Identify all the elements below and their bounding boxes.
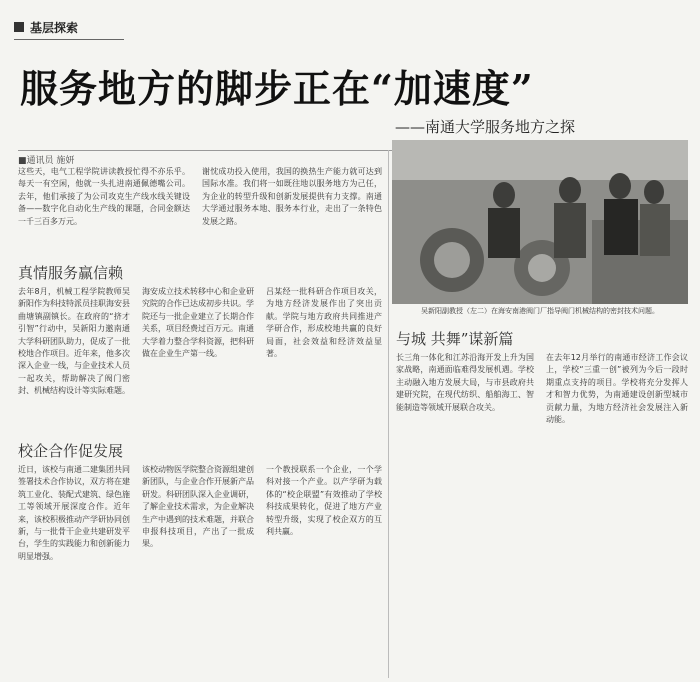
byline: ■通讯员 施妍 — [18, 150, 438, 166]
section-tag — [14, 14, 124, 40]
section2-column-c: 一个教授联系一个企业，一个学科对接一个产业。以产学研为载体的“校企联盟”有效推动了学校科技成果转化，促进了地方产业转型升级，实现了校企双方的互利共赢。 — [266, 465, 382, 537]
section-title-2: 校企合作促发展 — [18, 442, 124, 460]
tag-underline — [14, 39, 124, 40]
intro-right-column: 谢忱成功投入使用，我国的换热生产能力就可达到国际水准。我们将一如既往地以服务地方为己任，为企业的转型升级和创新发展提供有力支撑。南通大学通过服务本地、服务本行业，走出了一条特色发展之路。 — [202, 167, 382, 226]
section3-column-b: 在去年12月举行的南通市经济工作会议上，学校“三重一创”被列为今后一段时期重点支持的项目。学校将充分发挥人才和智力优势，为南通建设创新型城市贡献力量，为地方经济社会发展注入新动能。 — [546, 353, 688, 425]
section-title-1: 真情服务赢信赖 — [18, 264, 124, 282]
subhead: ——南通大学服务地方之探 — [395, 118, 576, 136]
square-bullet-icon — [14, 22, 24, 32]
intro-left-column: 这些天，电气工程学院讲读教授忙得不亦乐乎。每天一有空闲，他就一头扎进南通佩德嘴公司。去年，他们承接了为公司攻克生产线水线关键设备——数字化自动化生产线的课题，合同金额达一千三百多万元。 — [18, 167, 190, 226]
section-title-3: 与城 共舞”谋新篇 — [396, 330, 514, 348]
column-divider — [388, 150, 389, 678]
section-tag-label: 基层探索 — [30, 20, 79, 35]
section1-column-a: 去年8月，机械工程学院教师吴新阳作为科技特派员挂职海安县曲塘镇副镇长。在政府的“挤才引智”行动中，吴新阳力邀南通大学科研团队助力，促成了一批校地合作项目。近年来，他多次深入企业一线，与企业技术人员一起攻关，帮助解决了阀门密封、机械结构设计等实际难题。 — [18, 287, 130, 396]
photo-caption: 吴新阳副教授（左二）在海安南港阀门厂指导阀门机械结构的密封技术问题。 — [421, 307, 659, 315]
section1-column-c: 吕某经一批科研合作项目攻关，为地方经济发展作出了突出贡献。学院与地方政府共同推进产学研合作，形成校地共赢的良好局面，社会效益和经济效益显著。 — [266, 287, 382, 359]
section3-column-a: 长三角一体化和江苏沿海开发上升为国家战略，南通面临难得发展机遇。学校主动融入地方发展大局，与市县政府共建研究院，在现代纺织、船舶海工、智能制造等领域开展联合攻关。 — [396, 353, 534, 412]
section2-column-a: 近日，该校与南通二建集团共同签署技术合作协议，双方将在建筑工业化、装配式建筑、绿色施工等领域开展深度合作。近年来，该校积极推动产学研协同创新，与一批骨干企业共建研发平台，学生的实践能力和创新能力明显增强。 — [18, 465, 130, 561]
headline: 服务地方的脚步正在“加速度” — [20, 66, 534, 111]
section1-column-b: 海安成立技术转移中心和企业研究院的合作已达成初步共识。学院还与一批企业建立了长期合作关系，项目经费过百万元。南通大学着力整合学科资源，把科研做在企业生产第一线。 — [142, 287, 254, 359]
section2-column-b: 该校动物医学院整合资源组建创新团队，与企业合作开展新产品研发。科研团队深入企业调研，了解企业技术需求，为企业解决生产中遇到的技术难题，并联合申报科技项目，产出了一批成果。 — [142, 465, 254, 549]
news-photo — [392, 140, 688, 304]
